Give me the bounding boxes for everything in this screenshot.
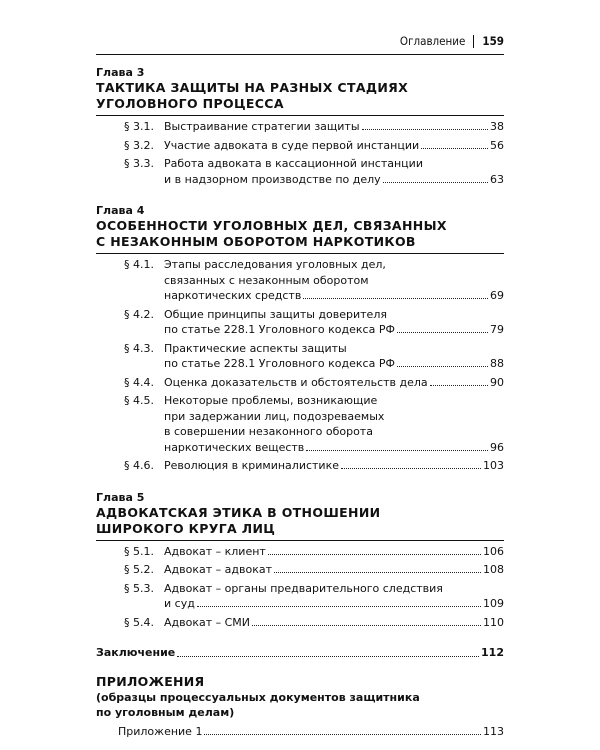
appendix-label: Приложение 1 bbox=[118, 725, 203, 738]
chapter-label: Глава 4 bbox=[96, 204, 145, 217]
toc-entry-appendix[interactable] bbox=[96, 724, 504, 739]
section-number: § 4.3. bbox=[124, 341, 154, 355]
running-header-section: Оглавление bbox=[399, 34, 466, 48]
section-page-number: 88 bbox=[490, 357, 504, 370]
section-page-number: 108 bbox=[483, 563, 504, 576]
section-title-line: и в надзорном производстве по делу bbox=[164, 172, 381, 186]
section-last-line bbox=[164, 562, 504, 578]
section-body bbox=[164, 138, 504, 154]
toc-entry[interactable] bbox=[96, 138, 504, 154]
chapter-rule bbox=[96, 115, 504, 116]
section-body bbox=[164, 581, 504, 612]
section-number: § 3.1. bbox=[124, 120, 154, 133]
toc-entry[interactable] bbox=[96, 257, 504, 304]
section-page-number: 109 bbox=[483, 597, 504, 610]
section-number: § 5.3. bbox=[124, 581, 154, 595]
section-title-line: при задержании лиц, подозреваемых bbox=[164, 409, 385, 423]
table-of-contents bbox=[96, 62, 504, 739]
chapter-title: ТАКТИКА ЗАЩИТЫ НА РАЗНЫХ СТАДИЯХ bbox=[96, 80, 409, 95]
section-title-line: Выстраивание стратегии защиты bbox=[164, 120, 360, 133]
chapter-title: ОСОБЕННОСТИ УГОЛОВНЫХ ДЕЛ, СВЯЗАННЫХ bbox=[96, 218, 447, 233]
section-last-line bbox=[164, 322, 504, 338]
section-number: § 4.1. bbox=[124, 258, 154, 271]
header-rule bbox=[96, 54, 504, 55]
chapter-block bbox=[96, 65, 504, 187]
section-last-line bbox=[164, 138, 504, 154]
section-last-line bbox=[164, 440, 504, 456]
section-title-line: и суд bbox=[164, 597, 195, 610]
section-number: § 4.5. bbox=[124, 394, 154, 407]
section-title-line: Этапы расследования уголовных дел, bbox=[164, 258, 386, 271]
section-page-number: 110 bbox=[483, 615, 504, 629]
section-page-number: 79 bbox=[490, 323, 504, 336]
section-page-number: 56 bbox=[490, 138, 504, 152]
toc-entry[interactable] bbox=[96, 156, 504, 187]
section-title-line: в совершении незаконного оборота bbox=[164, 425, 373, 438]
section-body bbox=[164, 393, 504, 455]
page-number: 159 bbox=[482, 34, 504, 48]
section-number: § 4.4. bbox=[124, 375, 154, 389]
toc-entry[interactable] bbox=[96, 375, 504, 391]
conclusion-page-number: 112 bbox=[481, 646, 504, 659]
section-body bbox=[164, 257, 504, 304]
chapter-block bbox=[96, 203, 504, 474]
section-last-line bbox=[164, 375, 504, 391]
section-page-number: 103 bbox=[483, 459, 504, 472]
section-title-line: Революция в криминалистике bbox=[164, 459, 339, 472]
section-page-number: 106 bbox=[483, 544, 504, 558]
section-body bbox=[164, 375, 504, 391]
section-title-line: наркотических средств bbox=[164, 289, 302, 302]
section-page-number: 38 bbox=[490, 120, 504, 133]
section-title-line: по статье 228.1 Уголовного кодекса РФ bbox=[164, 357, 395, 370]
section-last-line bbox=[164, 458, 504, 474]
section-body bbox=[164, 544, 504, 560]
toc-entry[interactable] bbox=[96, 544, 504, 560]
chapter-title: УГОЛОВНОГО ПРОЦЕССА bbox=[96, 96, 284, 111]
section-title-line: Общие принципы защиты доверителя bbox=[164, 307, 387, 321]
section-page-number: 63 bbox=[490, 172, 504, 186]
toc-entry[interactable] bbox=[96, 341, 504, 372]
section-title-line: Оценка доказательств и обстоятельств дела bbox=[164, 375, 428, 389]
section-title-line: Некоторые проблемы, возникающие bbox=[164, 394, 378, 407]
section-last-line bbox=[164, 615, 504, 631]
section-title-line: по статье 228.1 Уголовного кодекса РФ bbox=[164, 323, 395, 336]
dot-leader bbox=[204, 733, 481, 735]
chapter-block bbox=[96, 490, 504, 631]
dot-leader bbox=[268, 553, 481, 555]
section-last-line bbox=[164, 596, 504, 612]
toc-entry[interactable] bbox=[96, 119, 504, 135]
spacer bbox=[96, 477, 504, 487]
chapter-rule bbox=[96, 253, 504, 254]
section-body bbox=[164, 458, 504, 474]
section-number: § 3.3. bbox=[124, 157, 154, 170]
appendices-title: ПРИЛОЖЕНИЯ bbox=[96, 674, 205, 689]
section-body bbox=[164, 341, 504, 372]
chapter-label: Глава 5 bbox=[96, 490, 145, 504]
dot-leader bbox=[341, 467, 481, 469]
section-title-line: связанных с незаконным оборотом bbox=[164, 273, 369, 287]
section-last-line bbox=[164, 356, 504, 372]
chapter-title: С НЕЗАКОННЫМ ОБОРОТОМ НАРКОТИКОВ bbox=[96, 234, 416, 249]
toc-entry[interactable] bbox=[96, 307, 504, 338]
toc-entry[interactable] bbox=[96, 615, 504, 631]
dot-leader bbox=[421, 147, 488, 149]
chapter-label: Глава 3 bbox=[96, 66, 145, 79]
section-number: § 4.6. bbox=[124, 459, 154, 472]
section-body bbox=[164, 615, 504, 631]
section-title-line: Адвокат – адвокат bbox=[164, 563, 272, 576]
dot-leader bbox=[397, 331, 488, 333]
section-page-number: 69 bbox=[490, 289, 504, 302]
running-header bbox=[400, 34, 504, 48]
toc-entry[interactable] bbox=[96, 581, 504, 612]
chapter-title: ШИРОКОГО КРУГА ЛИЦ bbox=[96, 520, 276, 536]
header-separator bbox=[473, 35, 474, 48]
section-title-line: Адвокат – СМИ bbox=[164, 615, 251, 629]
dot-leader bbox=[397, 365, 488, 367]
section-title-line: Практические аспекты защиты bbox=[164, 341, 347, 355]
spacer bbox=[96, 190, 504, 200]
section-number: § 5.4. bbox=[124, 615, 154, 629]
appendix-page-number: 113 bbox=[483, 725, 504, 738]
section-page-number: 96 bbox=[490, 440, 504, 454]
section-body bbox=[164, 562, 504, 578]
dot-leader bbox=[383, 181, 488, 183]
section-number: § 4.2. bbox=[124, 307, 154, 321]
toc-entry[interactable] bbox=[96, 458, 504, 474]
section-last-line bbox=[164, 119, 504, 135]
chapter-title: АДВОКАТСКАЯ ЭТИКА В ОТНОШЕНИИ bbox=[96, 504, 381, 520]
appendices-subtitle: (образцы процессуальных документов защитника bbox=[96, 691, 420, 704]
toc-entry-conclusion[interactable] bbox=[96, 645, 504, 660]
section-body bbox=[164, 119, 504, 135]
section-body bbox=[164, 307, 504, 338]
section-title-line: Участие адвоката в суде первой инстанции bbox=[164, 138, 420, 152]
toc-entry[interactable] bbox=[96, 562, 504, 578]
section-page-number: 90 bbox=[490, 375, 504, 389]
chapter-rule bbox=[96, 540, 504, 541]
conclusion-label: Заключение bbox=[96, 646, 176, 659]
section-last-line bbox=[164, 172, 504, 188]
section-number: § 5.2. bbox=[124, 563, 154, 576]
section-title-line: Работа адвоката в кассационной инстанции bbox=[164, 157, 423, 170]
dot-leader bbox=[197, 605, 481, 607]
dot-leader bbox=[303, 297, 488, 299]
toc-entry[interactable] bbox=[96, 393, 504, 455]
section-title-line: Адвокат – клиент bbox=[164, 544, 266, 558]
dot-leader bbox=[362, 128, 488, 130]
dot-leader bbox=[306, 449, 488, 451]
section-last-line bbox=[164, 544, 504, 560]
dot-leader bbox=[177, 655, 479, 657]
section-title-line: Адвокат – органы предварительного следствия bbox=[164, 581, 443, 595]
appendices-subtitle: по уголовным делам) bbox=[96, 706, 235, 719]
dot-leader bbox=[274, 571, 481, 573]
section-body bbox=[164, 156, 504, 187]
dot-leader bbox=[430, 384, 488, 386]
section-number: § 3.2. bbox=[124, 138, 154, 152]
spacer bbox=[96, 633, 504, 643]
section-last-line bbox=[164, 288, 504, 304]
dot-leader bbox=[252, 624, 481, 626]
section-number: § 5.1. bbox=[124, 544, 154, 558]
section-title-line: наркотических веществ bbox=[164, 440, 305, 454]
